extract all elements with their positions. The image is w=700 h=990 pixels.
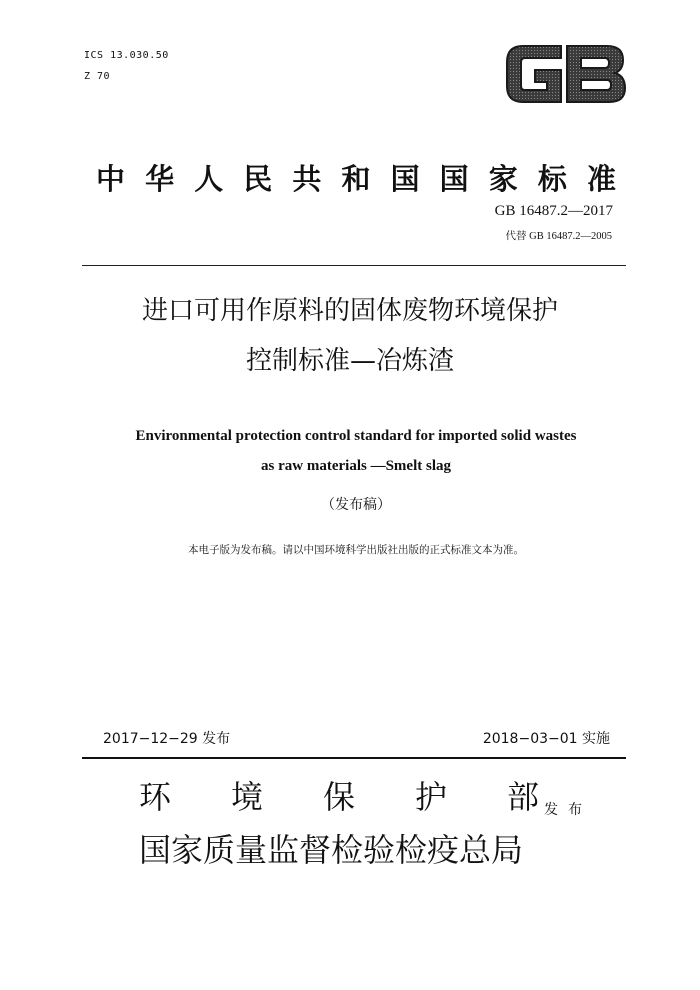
- title-char: 华: [145, 162, 175, 196]
- title-char: 准: [586, 162, 616, 196]
- draft-label: （发布稿）: [321, 497, 391, 513]
- title-char: 国: [439, 162, 469, 196]
- title-char: 和: [341, 162, 371, 196]
- implementation-date: 2018−03−01 实施: [482, 731, 610, 747]
- top-divider: [82, 265, 626, 266]
- edition-notice: 本电子版为发布稿。请以中国环境科学出版社出版的正式标准文本为准。: [188, 544, 524, 556]
- ministry-char: 护: [414, 778, 447, 816]
- title-char: 共: [292, 162, 322, 196]
- title-char: 家: [488, 162, 518, 196]
- title-char: 人: [194, 162, 224, 196]
- replaces-standard: 代替 GB 16487.2—2005: [505, 231, 612, 242]
- national-standard-title: [96, 157, 616, 198]
- issuing-ministry: [139, 772, 539, 818]
- title-char: 国: [390, 162, 420, 196]
- standard-number: GB 16487.2—2017: [494, 203, 613, 219]
- ministry-char: 部: [506, 778, 539, 816]
- bottom-divider: [82, 757, 626, 759]
- issue-date: 2017−12−29 发布: [103, 731, 231, 747]
- gb-logo: [503, 40, 629, 108]
- publish-label: 发布: [544, 802, 592, 818]
- english-title-line-2: as raw materials —Smelt slag: [261, 458, 451, 474]
- ics-code: ICS 13.030.50: [84, 50, 169, 61]
- title-char: 标: [537, 162, 567, 196]
- english-title-line-1: Environmental protection control standard for imported solid wastes: [135, 428, 577, 444]
- ministry-char: 环: [139, 778, 172, 816]
- issuing-administration: 国家质量监督检验检疫总局: [139, 831, 524, 869]
- chinese-title-line-2: 控制标准—冶炼渣: [245, 346, 454, 376]
- ministry-char: 保: [322, 778, 355, 816]
- title-char: 中: [96, 162, 126, 196]
- chinese-title-line-1: 进口可用作原料的固体废物环境保护: [141, 296, 558, 326]
- title-char: 民: [243, 162, 273, 196]
- ccs-code: Z 70: [84, 71, 111, 82]
- ministry-char: 境: [230, 778, 263, 816]
